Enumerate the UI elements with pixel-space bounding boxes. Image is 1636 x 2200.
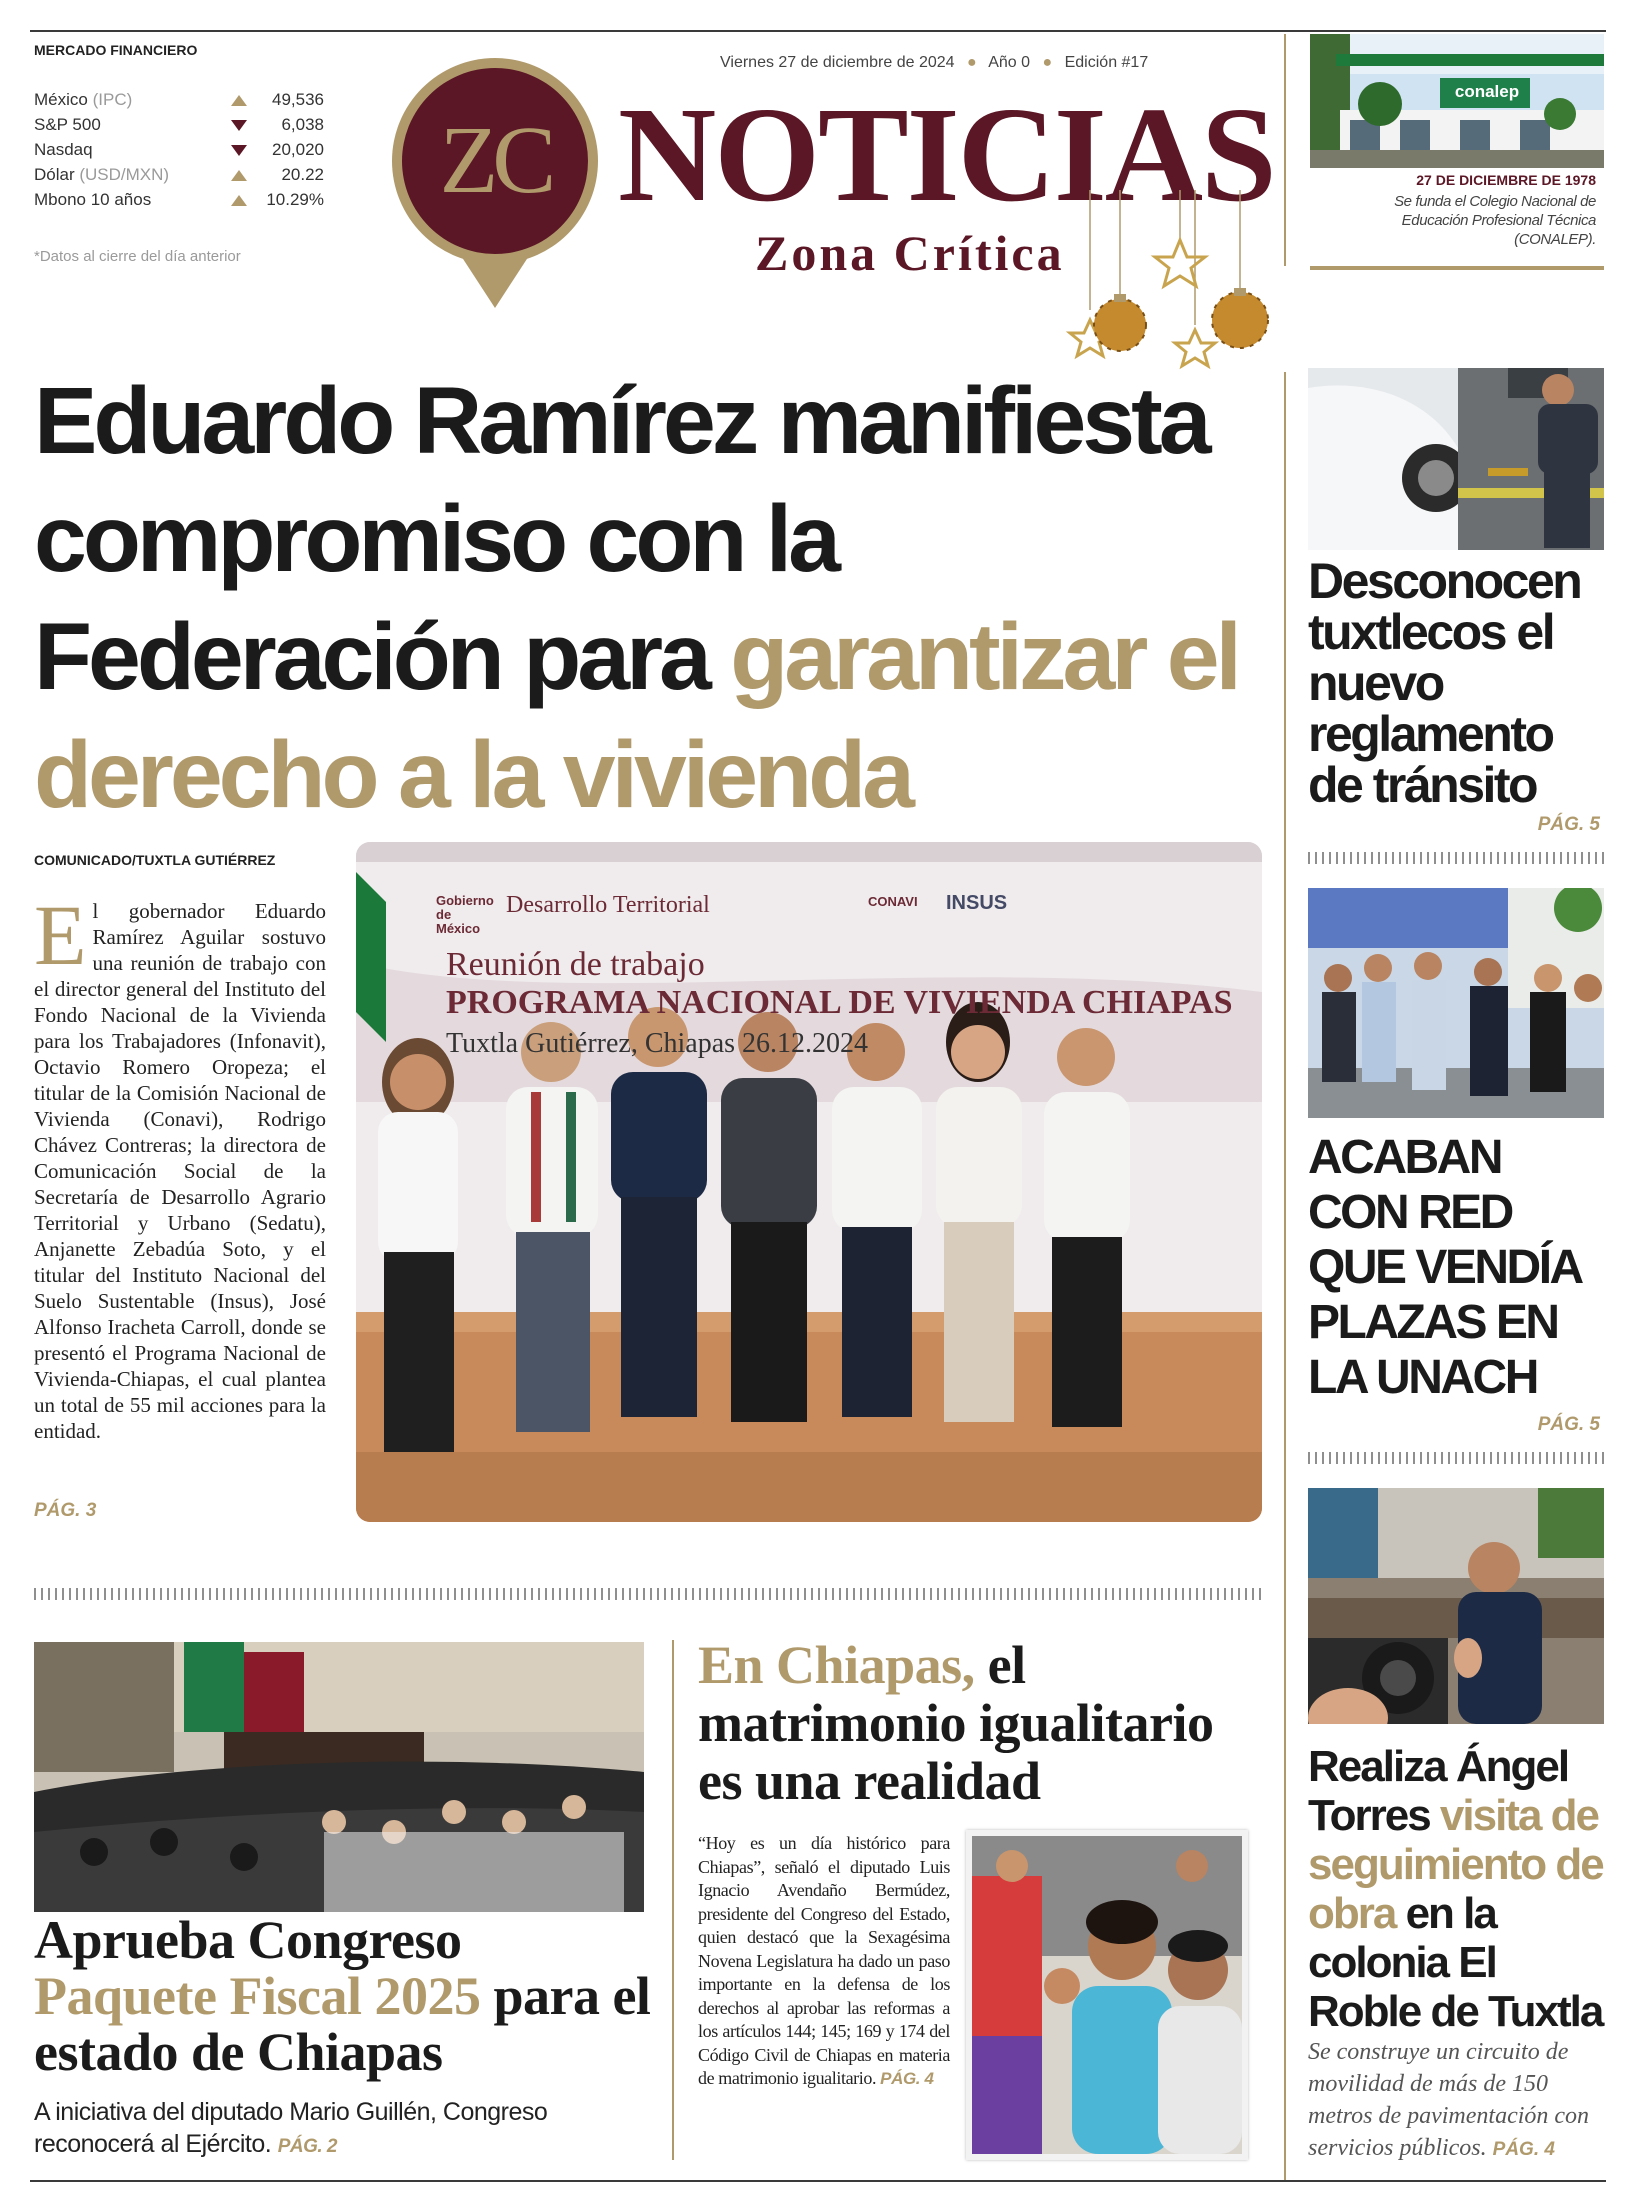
banner-conavi: CONAVI [868,894,918,909]
ephemeris-sign: conalep [1454,82,1520,101]
marriage-page-ref: PÁG. 4 [880,2069,934,2088]
congress-page-ref: PÁG. 2 [277,2136,337,2157]
banner-line3: Tuxtla Gutiérrez, Chiapas 26.12.2024 [446,1028,869,1059]
side-headline-1: Desconocen tuxtlecos el nuevo reglamento de tránsito [1308,553,1581,813]
side-page-ref-2: PÁG. 5 [1537,1414,1600,1435]
trend-down-icon [231,145,247,156]
side-page-ref-3: PÁG. 4 [1492,2139,1555,2160]
masthead [380,40,1280,340]
masthead-divider [1284,34,1286,266]
ephemeris-photo [1310,34,1604,168]
ephemeris-rule [1310,266,1604,270]
main-body-text: l gobernador Eduardo Ramírez Aguilar sostuvo una reunión de trabajo con el director general del Instituto del Fondo Nacional de la Vivienda para los Trabajadores (Infonavit), Octavio Romero Oropeza; el titular de la Comisión Nacional de Vivienda (Conavi), Rodrigo Chávez Contreras; la directora de Comunicación Social de la Secretaría de Desarrollo Agrario Territorial y Urbano (Sedatu), Anjanette Zebadúa Soto, y el titular del Instituto Nacional del Suelo Sustentable (Insus), José Alfonso Iracheta Carroll, donde se presentó el Programa Nacional de Vivienda-Chiapas, el cual plantea un total de 55 mil acciones para la entidad. [34,899,326,1443]
issue-info: Viernes 27 de diciembre de 2024 ● Año 0 ● Edición #17 [720,54,1149,71]
market-row: Dólar (USD/MXN) 20.22 [34,165,324,184]
congress-photo [34,1642,644,1912]
banner-insus: INSUS [946,892,1008,914]
section-divider [34,1588,1262,1600]
market-row: México (IPC) 49,536 [34,90,324,109]
banner-gov: Gobierno de México [436,893,494,936]
marriage-body-text: “Hoy es un día histórico para Chiapas”, señaló el diputado Luis Ignacio Avendaño Bermúdez, presidente del Congreso del Estado, quien destacó que la Sexagésima Novena Legislatura ha dado un paso importante en la defensa de los derechos al aprobar las reformas a los artículos 144; 145; 169 y 174 del Código Civil de Chiapas en materia de matrimonio igualitario. PÁG. 4 [698,1833,950,2088]
ephemeris-date: 27 DE DICIEMBRE DE 1978 [1416,172,1596,188]
market-heading: MERCADO FINANCIERO [34,42,198,58]
side-page-ref-1: PÁG. 5 [1537,814,1600,835]
ephemeris-text: Se funda el Colegio Nacional de Educación Profesional Técnica (CONALEP). [1394,193,1596,248]
main-body [34,887,326,1444]
market-panel [0,0,340,280]
trend-up-icon [231,195,247,206]
congress-summary: A iniciativa del diputado Mario Guillén, Congreso reconocerá al Ejército. PÁG. 2 [34,2098,548,2158]
column-divider [1284,372,1286,2180]
banner-line1: Reunión de trabajo [446,946,705,983]
side-summary-3: Se construye un circuito de movilidad de más de 150 metros de pavimentación con servicios públicos. PÁG. 4 [1308,2039,1590,2161]
dropcap: E [34,887,87,983]
congress-headline: Aprueba Congreso Paquete Fiscal 2025 para el estado de Chiapas [34,1910,651,2082]
trend-up-icon [231,95,247,106]
masthead-subtitle: Zona Crítica [755,225,1065,281]
market-note: *Datos al cierre del día anterior [34,248,241,265]
marriage-headline: En Chiapas, el matrimonio igualitario es una realidad [698,1635,1214,1811]
main-headline: Eduardo Ramírez manifiesta compromiso con la Federación para garantizar el derecho a la vivienda [34,368,1238,828]
trend-up-icon [231,170,247,181]
side-divider [1308,852,1604,864]
banner-dept: Desarrollo Territorial [506,892,710,918]
side-divider [1308,1452,1604,1464]
main-page-ref: PÁG. 3 [34,1500,97,1521]
side-photo-roble [1308,1488,1604,1724]
christmas-ornaments-icon [1060,190,1310,380]
banner-line2: PROGRAMA NACIONAL DE VIVIENDA CHIAPAS [446,984,1233,1021]
market-row: S&P 500 6,038 [34,115,324,134]
main-photo [356,842,1262,1522]
masthead-title: NOTICIAS [618,80,1275,230]
side-headline-2: ACABAN CON RED QUE VENDÍA PLAZAS EN LA UNACH [1308,1131,1580,1404]
side-headline-3: Realiza Ángel Torres visita de seguimiento de obra en la colonia El Roble de Tuxtla [1308,1742,1603,2036]
bottom-rule [30,2180,1606,2182]
logo-initials: ZC [439,106,551,213]
trend-down-icon [231,120,247,131]
bottom-column-divider [672,1640,674,2160]
side-photo-traffic [1308,368,1604,550]
main-byline: COMUNICADO/TUXTLA GUTIÉRREZ [34,852,276,868]
marriage-body [698,1832,950,2091]
market-row: Mbono 10 años 10.29% [34,190,324,209]
market-row: Nasdaq 20,020 [34,140,324,159]
marriage-photo [966,1830,1248,2160]
side-photo-unach [1308,888,1604,1118]
